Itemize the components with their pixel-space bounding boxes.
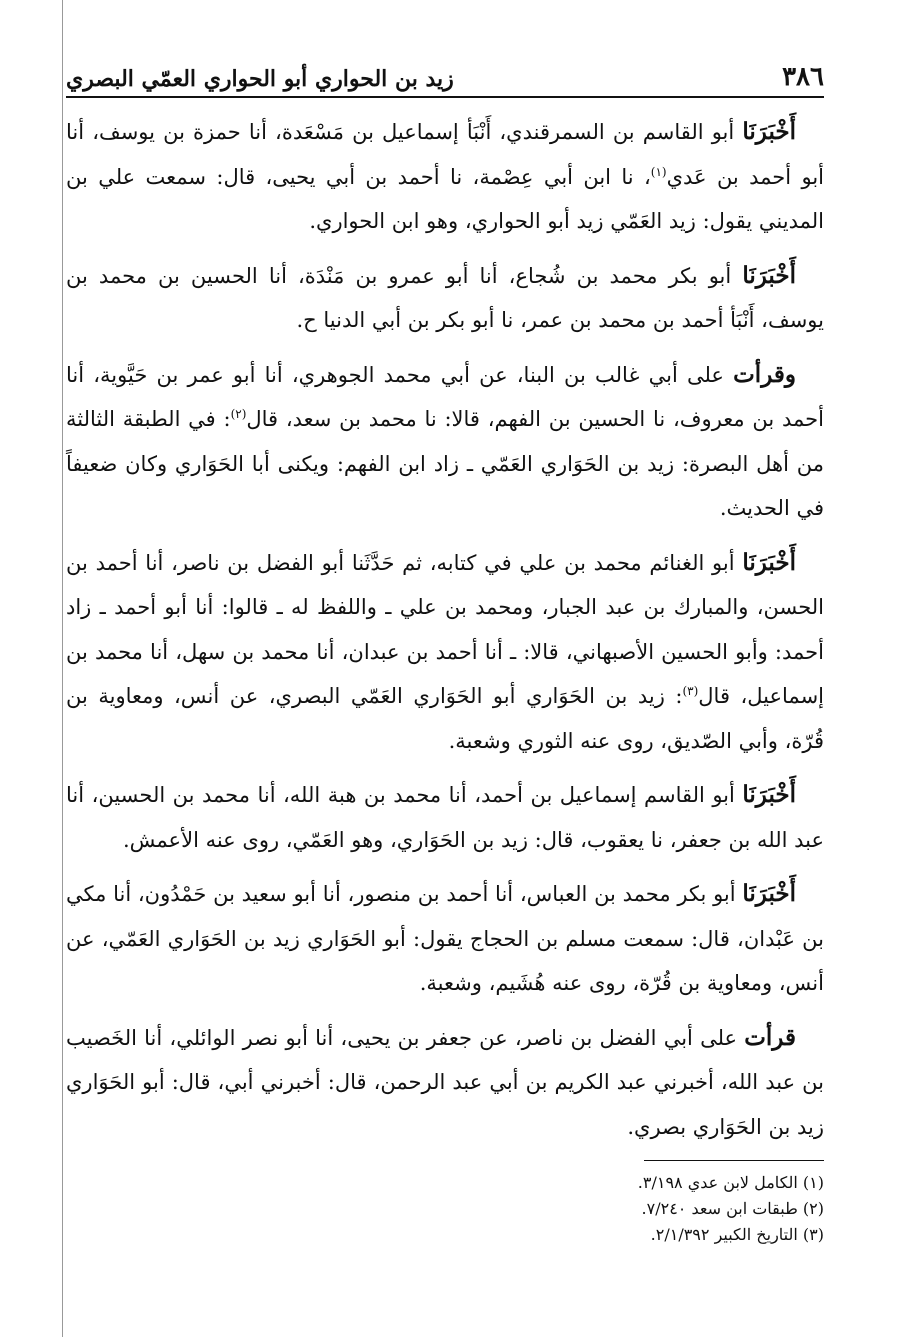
paragraph-text: على أبي غالب بن البنا، عن أبي محمد الجوهري، أنا أبو عمر بن حَيَّوية، أنا أحمد بن معروف، نا الحسين بن الفهم، قالا: نا محمد بن سعد، قال <box>66 362 824 431</box>
paragraph-lead: أَخْبَرَنَا <box>742 781 796 808</box>
page-edge-line <box>62 0 63 1337</box>
footnotes <box>66 1170 824 1248</box>
paragraph-text: على أبي الفضل بن ناصر، عن جعفر بن يحيى، أنا أبو نصر الوائلي، أنا الخَصيب بن عبد الله، أخبرني عبد الكريم بن أبي عبد الرحمن، قال: أخبرني أبي، قال: أبو الحَوَاري زيد بن الحَوَاري بصري. <box>66 1025 824 1139</box>
footnote-1: (١) الكامل لابن عدي ٣/١٩٨. <box>637 1173 824 1192</box>
paragraph-text: أبو بكر محمد بن العباس، أنا أحمد بن منصور، أنا أبو سعيد بن حَمْدُون، أنا مكي بن عَبْدان، قال: سمعت مسلم بن الحجاج يقول: أبو الحَوَاري زيد بن الحَوَاري العَمّي، عن أنس، ومعاوية بن قُرّة، روى عنه هُشَيم، وشعبة. <box>66 882 824 995</box>
paragraph-lead: أَخْبَرَنَا <box>742 548 796 576</box>
paragraph-2 <box>66 254 824 343</box>
running-title: زيد بن الحواري أبو الحواري العمّي البصري <box>66 66 454 92</box>
page-number: ٣٨٦ <box>782 62 824 92</box>
paragraph-lead: أَخْبَرَنَا <box>742 880 796 907</box>
paragraph-lead: أَخْبَرَنَا <box>742 261 796 289</box>
paragraph-text: أبو بكر محمد بن شُجاع، أنا أبو عمرو بن مَنْدَة، أنا الحسين بن محمد بن يوسف، أَنْبَأ أحمد بن محمد بن عمر، نا أبو بكر بن أبي الدنيا ح. <box>66 263 824 332</box>
paragraph-lead: قرأت <box>744 1023 796 1051</box>
paragraph-4 <box>66 541 824 764</box>
paragraph-text-cont: : زيد بن الحَوَاري أبو الحَوَاري العَمّي البصري، عن أنس، ومعاوية بن قُرّة، وأبي الصّديق، روى عنه الثوري وشعبة. <box>66 684 824 753</box>
paragraph-text: أبو القاسم بن السمرقندي، أَنْبَأ إسماعيل بن مَسْعَدة، أنا حمزة بن يوسف، أنا أبو أحمد بن عَدي <box>66 120 824 189</box>
footnote-3: (٣) التاريخ الكبير ٢/١/٣٩٢. <box>650 1225 824 1244</box>
document-body <box>66 110 824 1159</box>
paragraph-7 <box>66 1016 824 1150</box>
paragraph-text: أبو الغنائم محمد بن علي في كتابه، ثم حَدَّثَنا أبو الفضل بن ناصر، أنا أحمد بن الحسن، والمبارك بن عبد الجبار، ومحمد بن علي ـ واللفظ له ـ قالوا: أنا أبو أحمد ـ زاد أحمد: وأبو الحسين الأصبهاني، قالا: ـ أنا أحمد بن عبدان، أنا محمد بن سهل، أنا محمد بن إسماعيل، قال <box>66 550 825 708</box>
paragraph-lead: وقرأت <box>733 360 796 388</box>
paragraph-6 <box>66 872 824 1006</box>
footnote-separator <box>644 1160 824 1161</box>
footnote-ref: (٢) <box>230 407 247 421</box>
footnote-ref: (٣) <box>682 684 699 698</box>
footnote-ref: (١) <box>650 164 667 179</box>
paragraph-text: أبو القاسم إسماعيل بن أحمد، أنا محمد بن هبة الله، أنا محمد بن الحسين، أنا عبد الله بن جعفر، نا يعقوب، قال: زيد بن الحَوَاري، وهو العَمّي، روى عنه الأعمش. <box>66 783 824 852</box>
page-header <box>66 44 824 98</box>
paragraph-lead: أَخْبَرَنَا <box>742 118 797 145</box>
paragraph-3 <box>66 353 824 531</box>
paragraph-text-cont: ، نا ابن أبي عِصْمة، نا أحمد بن أبي يحيى، قال: سمعت علي بن المديني يقول: زيد العَمّي زيد أبو الحواري، وهو ابن الحواري. <box>66 164 824 233</box>
paragraph-1 <box>66 110 824 244</box>
paragraph-5 <box>66 773 824 862</box>
paragraph-text-cont: : في الطبقة الثالثة من أهل البصرة: زيد بن الحَوَاري العَمّي ـ زاد ابن الفهم: ويكنى أبا الحَوَاري وكان ضعيفاً في الحديث. <box>66 407 824 520</box>
footnote-2: (٢) طبقات ابن سعد ٧/٢٤٠. <box>641 1199 824 1218</box>
